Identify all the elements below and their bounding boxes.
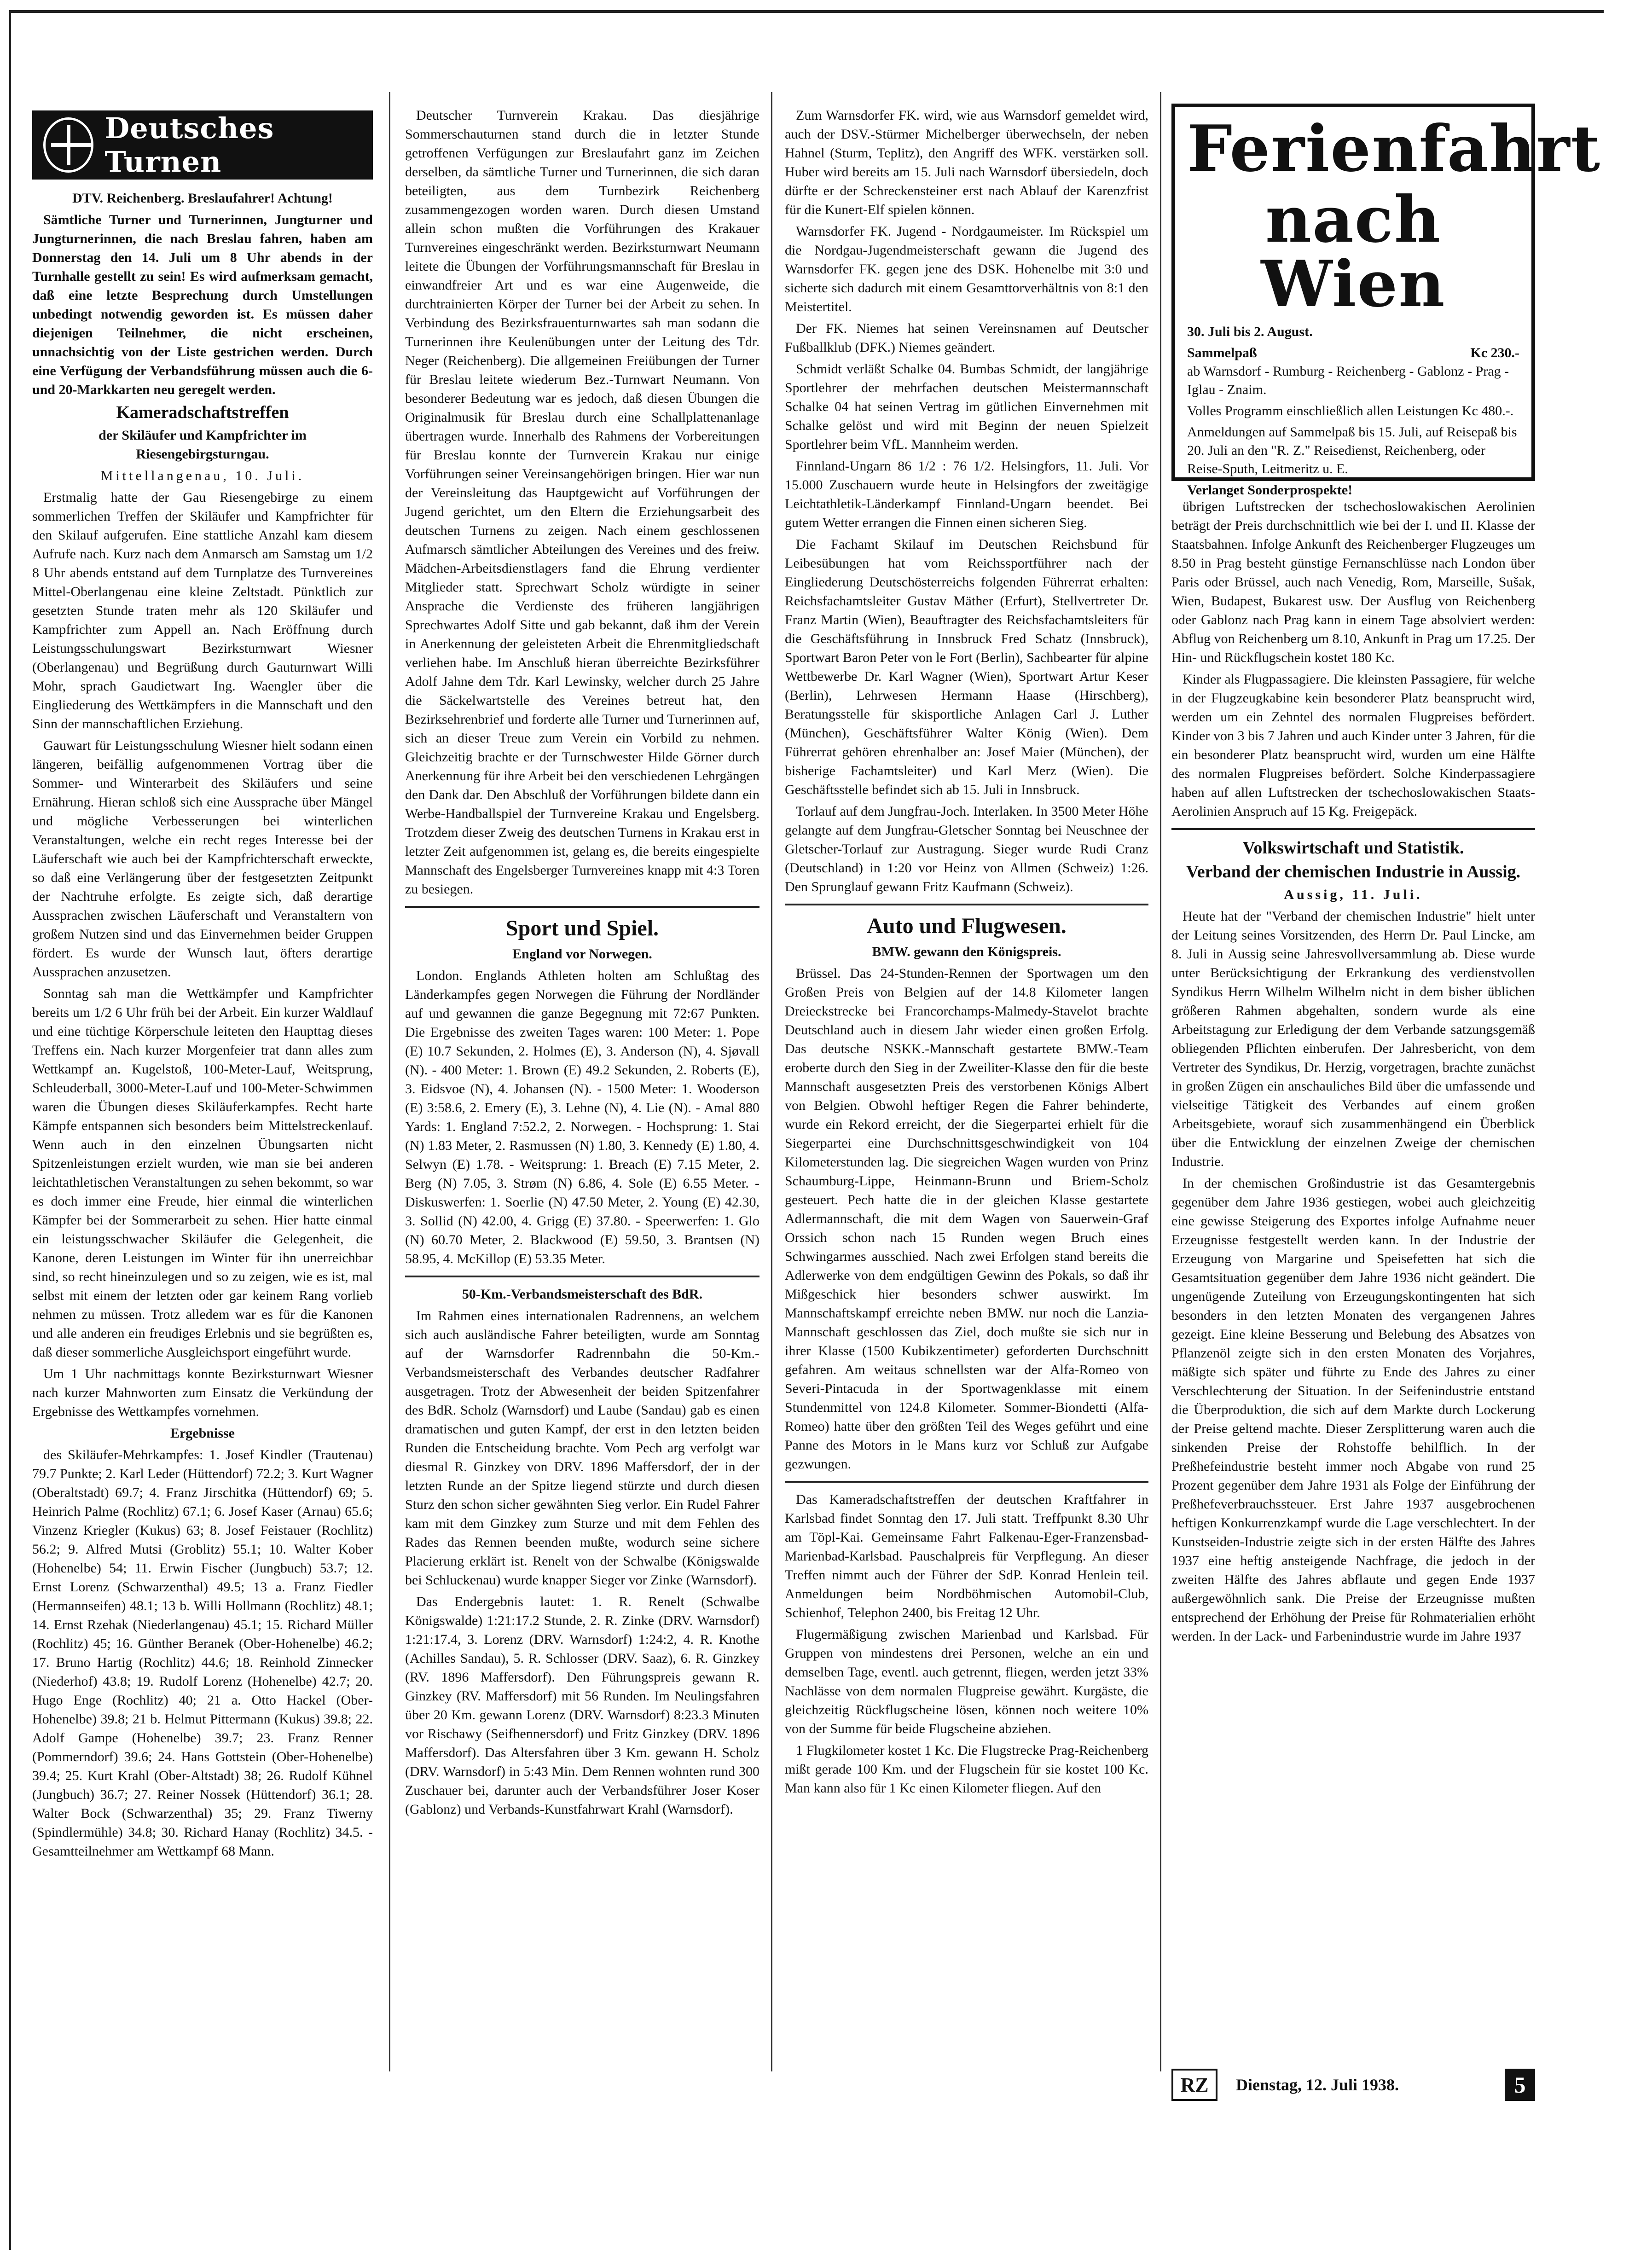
article-paragraph: Zum Warnsdorfer FK. wird, wie aus Warnsdorf gemeldet wird, auch der DSV.-Stürmer Michelberger überwechseln, der neben Hahnel (Sturm, Teplitz), den Angriff des WFK. verstärken soll. Huber wird bereits am 15. Juli nach Warnsdorf übersiedeln, doch dürfte er der Schreckensteiner erst nach Ablauf der Karenzfrist für die Kunert-Elf spielen können. [785,108,1148,217]
article-heading: DTV. Reichenberg. Breslaufahrer! Achtung! [72,191,333,206]
article-paragraph: Die Fachamt Skilauf im Deutschen Reichsbund für Leibesübungen hat vom Reichssportführer nach der Eingliederung Deutschösterreichs folgenden Führerrat erhalten: Reichsfachamtsleiter Gustav Mäther (Erfurt), Stellvertreter Dr. Franz Martin (Wien), Beauftragter des Reichsfachamtsleiters für die Geschäftsführung in Innsbruck Fred Schatz (Innsbruck), Sportwart Baron Peter von le Fort (Berlin), Sachbearter für alpine Wettbewerbe Dr. Karl Wagner (Wien), Sportwart Artur Keser (Berlin), Lehrwesen Hermann Haase (Hirschberg), Beratungsstelle für skisportliche Anlagen Carl J. Luther (München), Geschäftsführer Walter König (Wien). Dem Führerrat gehören ehrenhalber an: Josef Maier (München), der bisherige Fachamtsleiter) und Karl Merz (Wien). Die Geschäftsstelle befindet sich ab 15. Juli in Innsbruck. [785,537,1148,797]
section-banner [32,110,373,180]
column-rule [389,92,390,2071]
divider [785,1481,1148,1483]
ad-prospect: Verlanget Sonderprospekte! [1187,482,1353,498]
dateline: Mittellangenau, 10. Juli. [100,468,305,483]
article-paragraph: Sämtliche Turner und Turnerinnen, Jungturner und Jungturnerinnen, die nach Breslau fahren, haben am Donnerstag den 14. Juli um 8 Uhr abends in der Turnhalle gestellt zu sein! Es wird aufmerksam gemacht, daß eine letzte Besprechung durch Umstellungen unbedingt notwendig geworden ist. Es müssen daher diejenigen Teilnehmer, die nicht erscheinen, unnachsichtig von der Liste gestrichen werden. Durch eine Verfügung der Verbandsführung müssen auch die 6- und 20-Markkarten neu geregelt werden. [32,212,373,397]
column-rule [771,92,772,2071]
article-paragraph: Warnsdorfer FK. Jugend - Nordgaumeister. Im Rückspiel um die Nordgau-Jugendmeisterschaft gewann die Jugend des Warnsdorfer FK. gegen jene des DSK. Hohenelbe mit 3:0 und sicherte sich dadurch mit einem Gesamttorverhältnis von 8:1 den Meistertitel. [785,224,1148,314]
article-paragraph: In der chemischen Großindustrie ist das Gesamtergebnis gegenüber dem Jahre 1936 gestiegen, wobei auch gleichzeitig eine gewisse Steigerung des Exportes infolge Aufnahme neuer Erzeugnisse festgestellt werden kann. In der Industrie der Erzeugung von Margarine und Speisefetten hat sich die Gesamtsituation gegenüber dem Jahre 1936 nicht geändert. Die ungenügende Zuteilung von Erzeugungskontingenten hat sich besonders in den letzten Monaten des vergangenen Jahres gezeigt. Eine kleine Besserung und Belebung des Absatzes von Pflanzenöl zeigte sich in den ersten Monaten des Vorjahres, mäßigte sich später und führte zu Ende des Jahres zu einer Verschlechterung der Situation. In der Seifenindustrie entstand die Überproduktion, die sich auf dem Markte durch Lockerung der Preise geltend machte. Dieser Zersplitterung waren auch die sinkenden Preise der Rohstoffe behilflich. In der Preßhefeindustrie besteht immer noch Abgabe von rund 25 Prozent gegenüber dem Jahre 1931 als Folge der Einführung der Preßhefeverbrauchssteuer. Erst Jahre 1937 ausgebrochenen heftigen Konkurrenzkampf wurde die Lage verschlechtert. In der Kunstseiden-Industrie zeigte sich in der ersten Hälfte des Jahres 1937 eine heftig ansteigende Nachfrage, die jedoch in der zweiten Hälfte des Jahres abflaute und gegen Ende 1937 außergewöhnlich sank. Die Preise der Erzeugnisse mußten entsprechend der Erhöhung der Preise für Rohmaterialien erhöht werden. In der Lack- und Farbenindustrie wurde im Jahre 1937 [1171,1176,1535,1644]
divider [405,1276,759,1277]
article-heading: Kameradschaftstreffen [116,403,289,422]
column-rule [1160,92,1161,2071]
ad-price: Kc 230.- [1470,345,1519,360]
article-paragraph: Flugermäßigung zwischen Marienbad und Karlsbad. Für Gruppen von mindestens drei Personen, welche an ein und demselben Tage, eventl. auch getrennt, fliegen, werden jetzt 33% Nachlässe von dem normalen Flugpreise gewährt. Kurgäste, die gleichzeitig Rückflugscheine lösen, können noch weitere 10% von der Summe für beide Flugscheine abziehen. [785,1627,1148,1736]
article-heading: England vor Norwegen. [512,946,652,962]
article-paragraph: Der FK. Niemes hat seinen Vereinsnamen auf Deutscher Fußballklub (DFK.) Niemes geändert. [785,321,1148,355]
ad-passport-label: Sammelpaß [1187,345,1257,360]
page-number: 5 [1505,2069,1535,2101]
article-subheading: der Skiläufer und Kampfrichter im Riesengebirgsturngau. [99,428,307,462]
article-paragraph: Finnland-Ungarn 86 1/2 : 76 1/2. Helsingfors, 11. Juli. Vor 15.000 Zuschauern wurde heute in Helsingfors der zweitägige Leichtathletik-Länderkampf Finnland-Ungarn beendet. Bei gutem Wetter errangen die Finnen einen sicheren Sieg. [785,458,1148,530]
article-paragraph: Um 1 Uhr nachmittags konnte Bezirksturnwart Wiesner nach kurzer Mahnworten zum Einsatz die Verkündung der Ergebnisse des Wettkampfes vornehmen. [32,1366,373,1419]
article-paragraph: Im Rahmen eines internationalen Radrennens, an welchem sich auch ausländische Fahrer beteiligten, wurde am Sonntag auf der Warnsdorfer Radrennbahn die 50-Km.-Verbandsmeisterschaft des Verbandes deutscher Radfahrer ausgetragen. Trotz der Abwesenheit der beiden Spitzenfahrer des BdR. Scholz (Warnsdorf) und Laube (Sandau) gab es einen dramatischen und guten Kampf, der erst in den letzten beiden Runden die Entscheidung brachte. Vom Pech arg verfolgt war diesmal R. Ginzkey von DRV. 1896 Maffersdorf, der in der letzten Runde an der Spitze liegend stürzte und durch diesen Sturz den schon sicher gewähnten Sieg verlor. Ein Rudel Fahrer kam mit dem Ginzkey zum Sturze und mit dem Fehlen des Rades das Rennen beenden mußte, wodurch seine sichere Placierung erklärt ist. Renelt von der Schwalbe (Königswalde bei Schluckenau) wurde knapper Sieger vor Zinke (Warnsdorf). [405,1308,759,1588]
article-paragraph: Das Endergebnis lautet: 1. R. Renelt (Schwalbe Königswalde) 1:21:17.2 Stunde, 2. R. Zinke (DRV. Warnsdorf) 1:21:17.4, 3. Lorenz (DRV. Warnsdorf) 1:24:2, 4. R. Knothe (Achilles Sandau), 5. R. Schlosser (DRV. Saaz), 6. R. Ginzkey (RV. 1896 Maffersdorf). Den Führungspreis gewann R. Ginzkey (RV. Maffersdorf) mit 56 Runden. Im Neulingsfahren über 20 Km. gewann Lorenz (DRV. Warnsdorf) 8:23.3 Minuten vor Rischawy (Seifhennersdorf) und Fritz Ginzkey (DRV. 1896 Maffersdorf). Das Altersfahren über 3 Km. gewann H. Scholz (DRV. Warnsdorf) in 5:43 Min. Dem Rennen wohnten rund 300 Zuschauer bei, darunter auch der Verbandsführer Joser Koser (Gablonz) und Verbands-Kunstfahrwart Krahl (Warnsdorf). [405,1594,759,1817]
ad-registration: Anmeldungen auf Sammelpaß bis 15. Juli, auf Reisepaß bis 20. Juli an den "R. Z." Reisedienst, Reichenberg, oder Reise-Sputh, Leitmeritz u. E. [1187,424,1517,476]
article-paragraph: Brüssel. Das 24-Stunden-Rennen der Sportwagen um den Großen Preis von Belgien auf der 14.8 Kilometer langen Dreieckstrecke bei Francorchamps-Malmedy-Stavelot brachte Deutschland auch in diesem Jahr wieder einen großen Erfolg. Das deutsche NSKK.-Mannschaft gestartete BMW.-Team eroberte durch den Sieg in der Zweiliter-Klasse den für die beste Mannschaft ausgesetzten Preis des verstorbenen Königs Albert von Belgien. Obwohl heftiger Regen die Fahrer behinderte, wurde ein Rekord erreicht, der die Siegerpartei erhielt für die Siegerpartei eine Durchschnittsgeschwindigkeit von 104 Kilometerstunden lag. Die siegreichen Wagen wurden von Prinz Schaumburg-Lippe, Heinmann-Brunn und Briem-Scholz gesteuert. Pech hatte die in der gleichen Klasse gestartete Adlermannschaft, die mit dem Wagen von Sauerwein-Graf Orssich schon nach 15 Runden wegen Bruch eines Schwingarmes ausschied. Nach zwei Erfolgen stand bereits die Adlerwerke von dem endgültigen Gewinn des Pokals, so daß ihr Mißgeschick hier besonders schwer auswirkt. Im Mannschaftskampf erreichte neben BMW. nur noch die Lanzia-Mannschaft geschlossen das Ziel, doch mußte sie sich nur in ihrer Klasse (1500 Kubikzentimeter) geforderten Durchschnitt gefahren. Am weitaus schnellsten war der Alfa-Romeo von Severi-Pintacuda in der Sportwagenklasse mit einem Stundenmittel von 124.8 Kilometer. Sommer-Biondetti (Alfa-Romeo) hatte über den größten Teil des Weges geführt und eine Panne des Motors in le Mans kurz vor Schluß zur Aufgabe gezwungen. [785,966,1148,1472]
ad-program: Volles Programm einschließlich allen Leistungen Kc 480.-. [1187,403,1514,418]
article-paragraph: des Skiläufer-Mehrkampfes: 1. Josef Kindler (Trautenau) 79.7 Punkte; 2. Karl Leder (Hüttendorf) 72.2; 3. Kurt Wagner (Oberaltstadt) 69.7; 4. Franz Jirschitka (Hüttendorf) 69; 5. Heinrich Palme (Rochlitz) 67.1; 6. Josef Kaser (Arnau) 65.6; Vinzenz Kriegler (Kukus) 63; 8. Josef Feistauer (Rochlitz) 56.2; 9. Alfred Mutsi (Groblitz) 55.1; 10. Walter Kober (Hohenelbe) 54; 11. Erwin Fischer (Jungbuch) 53.7; 12. Ernst Lorenz (Schwarzenthal) 49.5; 13 a. Franz Fiedler (Hermannseifen) 48.1; 13 b. Willi Hollmann (Rochlitz) 48.1; 14. Ernst Rzehak (Niederlangenau) 45.1; 15. Richard Müller (Rochlitz) 45; 16. Günther Beranek (Ober-Hohenelbe) 46.2; 17. Bruno Hartig (Rochlitz) 44.6; 18. Reinhold Zinnecker (Niederhof) 43.8; 19. Rudolf Lorenz (Hohenelbe) 42.7; 20. Hugo Enge (Rochlitz) 40; 21 a. Otto Hackel (Ober-Hohenelbe) 39.8; 21 b. Helmut Pittermann (Kukus) 39.8; 22. Adolf Gampe (Hohenelbe) 39.7; 23. Franz Renner (Pommerndorf) 39.6; 24. Hans Gottstein (Ober-Hohenelbe) 39.4; 25. Kurt Krahl (Ober-Altstadt) 38; 26. Rudolf Kühnel (Jungbuch) 36.7; 27. Reiner Nossek (Hüttendorf) 36.1; 28. Walter Bock (Schwarzenthal) 35; 29. Franz Tiwerny (Spindlermühle) 34.8; 30. Richard Hanay (Rochlitz) 34.5. - Gesamtteilnehmer am Wettkampf 68 Mann. [32,1447,373,1859]
section-heading: Sport und Spiel. [505,916,659,940]
divider [1171,828,1535,830]
article-heading: BMW. gewann den Königspreis. [872,944,1061,959]
newspaper-logo: RZ [1171,2069,1217,2101]
divider [785,904,1148,905]
column-4 [1171,497,1535,2058]
column-2 [405,106,759,2108]
turner-cross-icon [43,117,93,173]
article-paragraph: Torlauf auf dem Jungfrau-Joch. Interlaken. In 3500 Meter Höhe gelangte auf dem Jungfrau-Gletscher Sonntag bei Neuschnee der Gletscher-Torlauf zur Austragung. Sieger wurde Rudi Cranz (Deutschland) in 1:20 vor Heinz von Allmen (Schweiz) 1:26. Den Sprunglauf gewann Fritz Kaufmann (Schweiz). [785,804,1148,894]
column-1 [32,189,373,2191]
section-heading: Volkswirtschaft und Statistik. [1242,838,1464,858]
issue-date: Dienstag, 12. Juli 1938. [1236,2076,1399,2094]
article-heading: Verband der chemischen Industrie in Aussig. [1186,862,1521,882]
divider [405,906,759,908]
article-paragraph: Gauwart für Leistungsschulung Wiesner hielt sodann einen längeren, beifällig aufgenommenen Vortrag über die Sommer- und Winterarbeit des Skiläufers und seine Ernährung. Hieran schloß sich eine Aussprache über Mängel und mögliche Verbesserungen bei winterlichen Veranstaltungen, welche ein recht reges Interesse bei der Läuferschaft wie auch bei der Kampfrichterschaft erweckte, so daß eine Verlängerung über der festgesetzten Zeitpunkt der Nachtruhe erfolgte. Es zeigte sich, daß derartige Aussprachen zwischen Läuferschaft und Veranstaltern von großem Nutzen sind und das Einvernehmen beider Gruppen fördert. Es wurde der Wunsch laut, öfters derartige Aussprachen anzusetzen. [32,738,373,980]
article-paragraph: Kinder als Flugpassagiere. Die kleinsten Passagiere, für welche in der Flugzeugkabine kein besonderer Platz beansprucht wird, werden um ein Zehntel des normalen Flugpreises befördert. Kinder von 3 bis 7 Jahren und auch Kinder unter 3 Jahren, für die ein besonderer Platz beansprucht wird, wurden um eine Hälfte des normalen Flugpreises befördert. Solche Kinderpassagiere haben auf allen Luftstrecken der tschechoslowakischen Staats-Aerolinien Anspruch auf 15 Kg. Freigepäck. [1171,672,1535,819]
dateline: Aussig, 11. Juli. [1284,887,1423,902]
ad-title-line2: nach Wien [1261,182,1446,321]
ad-price-row [1187,344,1519,362]
banner-title: Deutsches Turnen [104,111,274,179]
page-footer [1171,2067,1535,2103]
article-paragraph: Deutscher Turnverein Krakau. Das diesjährige Sommerschauturnen stand durch die in letzter Stunde getroffenen Verfügungen zur Breslaufahrt ganz im Zeichen derselben, da sämtliche Turner und Turnerinnen, die sich daran beteiligten, aus dem Turnbezirk Reichenberg zusammengezogen worden waren. Durch diesen Umstand allein schon mußten die Vorführungen des Krakauer Turnvereines eingeschränkt werden. Bezirksturnwart Neumann leitete die Übungen der Vorführungsmannschaft für Breslau in einwandfreier Art und es war eine Augenweide, die durchtrainierten Körper der Turner bei der Arbeit zu sehen. In Verbindung des Bezirksfrauenturnwartes sah man sodann die Turnerinnen ihre Keulenübungen unter der Leitung des Tdr. Neger (Reichenberg). Die allgemeinen Freiübungen der Turner für Breslau leitete wiederum Bez.-Turnwart Neumann. Von besonderer Bedeutung war es jedoch, daß diesen Übungen die Originalmusik für Breslau durch eine Schallplattenanlage übertragen wurde. Innerhalb des Rahmens der Vorbereitungen für Breslau konnte der Turnverein Krakau nur einige Vorführungen seiner Vereinsangehörigen bringen. Hier war nun der Vereinsleitung das Hauptgewicht auf Vorführungen der Jugend gerichtet, um den Eltern die Erziehungsarbeit des deutschen Turnens zu zeigen. Nach einem geschlossenen Aufmarsch sämtlicher Abteilungen des Vereines und des freiw. Mädchen-Arbeitsdienstlagers fand die Ehrung verdienter Mitglieder statt. Sprechwart Scholz würdigte in seiner Ansprache die Verdienste des früheren langjährigen Sprechwartes Adolf Sitte und gab bekannt, daß ihm der Verein in Anerkennung der geleisteten Arbeit die Ehrenmitgliedschaft verliehen habe. Im Anschluß hieran überreichte Bezirksführer Adolf Jahne dem Tdr. Karl Lewinsky, welcher durch 25 Jahre die Säckelwartstelle des Vereines betreut hat, den Bezirksehrenbrief und forderte alle Turner und Turnerinnen auf, sich an dieser Treue zum Verein ein Vorbild zu nehmen. Gleichzeitig brachte er der Turnschwester Hilde Görner durch Anerkennung für ihre Arbeit bei den verschiedenen Lehrgängen den Dank dar. Den Abschluß der Vorführungen bildete dann ein Werbe-Handballspiel der Turnvereine Krakau und Engelsberg. Trotzdem dieser Zweig des deutschen Turnens in Krakau erst in letzter Zeit aufgenommen ist, gelang es, die bereits eingespielte Mannschaft des Engelsberger Turnvereines knapp mit 4:3 Toren zu besiegen. [405,108,759,897]
ad-title-line1: Ferienfahrt [1187,111,1601,186]
travel-advertisement [1171,104,1601,498]
article-paragraph: London. Englands Athleten holten am Schlußtag des Länderkampfes gegen Norwegen die Führung der Nordländer auf und gewannen die ganze Begegnung mit 72:67 Punkten. Die Ergebnisse des zweiten Tages waren: 100 Meter: 1. Pope (E) 10.7 Sekunden, 2. Holmes (E), 3. Anderson (N), 4. Sjøvall (N). - 400 Meter: 1. Brown (E) 49.2 Sekunden, 2. Roberts (E), 3. Eidsvoe (N), 4. Johansen (N). - 1500 Meter: 1. Wooderson (E) 3:58.6, 2. Emery (E), 3. Lehne (N), 4. Lie (N). - Amal 880 Yards: 1. England 7:52.2, 2. Norwegen. - Hochsprung: 1. Stai (N) 1.83 Meter, 2. Rasmussen (N) 1.80, 3. Kennedy (E) 1.80, 4. Selwyn (E) 1.78. - Weitsprung: 1. Breach (E) 7.15 Meter, 2. Berg (N) 7.05, 3. Strøm (N) 6.86, 4. Sole (E) 6.55 Meter. - Diskuswerfen: 1. Soerlie (N) 47.50 Meter, 2. Young (E) 42.30, 3. Sollid (N) 42.00, 4. Grigg (E) 37.80. - Speerwerfen: 1. Glo (N) 60.70 Meter, 2. Blackwood (E) 59.50, 3. Brantsen (N) 58.95, 4. McKillop (E) 53.35 Meter. [405,968,759,1266]
section-heading: Auto und Flugwesen. [867,914,1067,938]
article-paragraph: Das Kameradschaftstreffen der deutschen Kraftfahrer in Karlsbad findet Sonntag den 17. Juli statt. Treffpunkt 8.30 Uhr am Töpl-Kai. Gemeinsame Fahrt Falkenau-Eger-Franzensbad-Marienbad-Karlsbad. Pauschalpreis für Verpflegung. An dieser Treffen nimmt auch der Führer der SdP. Konrad Henlein teil. Anmeldungen beim Nordböhmischen Automobil-Club, Schienhof, Telephon 2400, bis Freitag 12 Uhr. [785,1492,1148,1620]
ad-route: ab Warnsdorf - Rumburg - Reichenberg - Gablonz - Prag - Iglau - Znaim. [1187,364,1509,397]
article-heading: Ergebnisse [170,1426,235,1441]
article-heading: 50-Km.-Verbandsmeisterschaft des BdR. [462,1287,703,1302]
article-paragraph: Heute hat der "Verband der chemischen Industrie" hielt unter der Leitung seines Vorsitzenden, des Herrn Dr. Paul Lincke, am 8. Juli in Aussig seine Jahresvollversammlung ab. Diese wurde unter Berücksichtigung der Erkrankung des verdienstvollen Syndikus Herrn Wilhelm Wilhelm nicht in dem bisher üblichen größeren Rahmen abgehalten, sondern wurde als eine Arbeitstagung zur Erledigung der dem Verbande satzungsgemäß obliegenden Pflichten einberufen. Der Jahresbericht, von dem Vertreter des Syndikus, Dr. Herzig, vorgetragen, brachte zunächst in großen Zügen ein anschauliches Bild über die umfassende und vielseitige Tätigkeit des Verbandes auf einem großen Arbeitsgebiete, worauf sich zusammenhängend ein Überblick über die Entwicklung der einzelnen Zweige der chemischen Industrie. [1171,909,1535,1169]
article-paragraph: Schmidt verläßt Schalke 04. Bumbas Schmidt, der langjährige Sportlehrer der mehrfachen deutschen Meistermannschaft Schalke 04 hat seinen Vertrag im gütlichen Einvernehmen mit Schalke gelöst und wird mit Beginn der neuen Spielzeit Sportlehrer beim VfL. Mannheim werden. [785,361,1148,452]
article-paragraph: 1 Flugkilometer kostet 1 Kc. Die Flugstrecke Prag-Reichenberg mißt gerade 100 Km. und der Flugschein für sie kostet 100 Kc. Man kann also für 1 Kc einen Kilometer fliegen. Auf den [785,1743,1148,1796]
ad-dates: 30. Juli bis 2. August. [1187,324,1313,339]
column-3 [785,106,1148,2108]
article-paragraph: Erstmalig hatte der Gau Riesengebirge zu einem sommerlichen Treffen der Skiläufer und Kampfrichter für den Skilauf aufgerufen. Eine stattliche Anzahl kam diesem Aufrufe nach. Kurz nach dem Anmarsch am Samstag um 1/2 8 Uhr abends entstand auf dem Turnplatze des Turnvereines Mittel-Oberlangenau eine kleine Zeltstadt. Pünktlich zur gesetzten Stunde traten mehr als 120 Skiläufer und Kampfrichter zum Appell an. Nach Eröffnung durch Leistungsschulungswart Bezirksturnwart Wiesner (Oberlangenau) und Begrüßung durch Gauturnwart Willi Mohr, sprach Gaudietwart Ing. Waengler über die Eingliederung des Wettkämpfers in die Mannschaft und den Sinn der mannschaftlichen Erziehung. [32,490,373,731]
article-paragraph: Sonntag sah man die Wettkämpfer und Kampfrichter bereits um 1/2 6 Uhr früh bei der Arbeit. Ein kurzer Waldlauf und eine tüchtige Körperschule leiteten den Haupttag dieses Treffens ein. Nach kurzer Morgenfeier trat dann alles zum Wettkampf an. Kugelstoß, 100-Meter-Lauf, Weitsprung, Schleuderball, 3000-Meter-Lauf und 100-Meter-Schwimmen waren die Übungen dieses Skiläuferkampfes. Recht harte Kämpfe entspannen sich besonders beim Mittelstreckenlauf. Wenn auch in den einzelnen Übungsarten nicht Spitzenleistungen erzielt wurden, wie man sie bei anderen leichtathletischen Veranstaltungen zu sehen bekommt, so war es doch immer eine Freude, hier einmal die winterlichen Kämpfer bei der Sommerarbeit zu sehen. Hier hatte einmal ein leistungsschwacher Skiläufer die Gelegenheit, die Kanone, deren Leistungen im Winter für ihn unerreichbar sind, so recht hineinzulegen und so zu zeigen, wie es ist, mal selbst mit einem der letzten oder gar keinem Rang vorlieb nehmen zu müssen. Trotz alledem war es für die Kanonen und alle anderen ein freudiges Erlebnis und sie begrüßten es, daß dieser sommerliche Ausgleichsport eingeführt wurde. [32,986,373,1360]
article-paragraph: übrigen Luftstrecken der tschechoslowakischen Aerolinien beträgt der Preis durchschnittlich wie bei der I. und II. Klasse der Staatsbahnen. Infolge Ankunft des Reichenberger Flugzeuges um 8.50 in Prag besteht günstige Fernanschlüsse nach London über Paris oder Brüssel, auch nach Venedig, Rom, Marseille, Sušak, Wien, Budapest, Bukarest usw. Der Ausflug von Reichenberg oder Gablonz nach Prag kann in einem Tage absolviert werden: Abflug von Reichenberg um 8.10, Ankunft in Prag um 17.25. Der Hin- und Rückflugschein kostet 180 Kc. [1171,499,1535,665]
